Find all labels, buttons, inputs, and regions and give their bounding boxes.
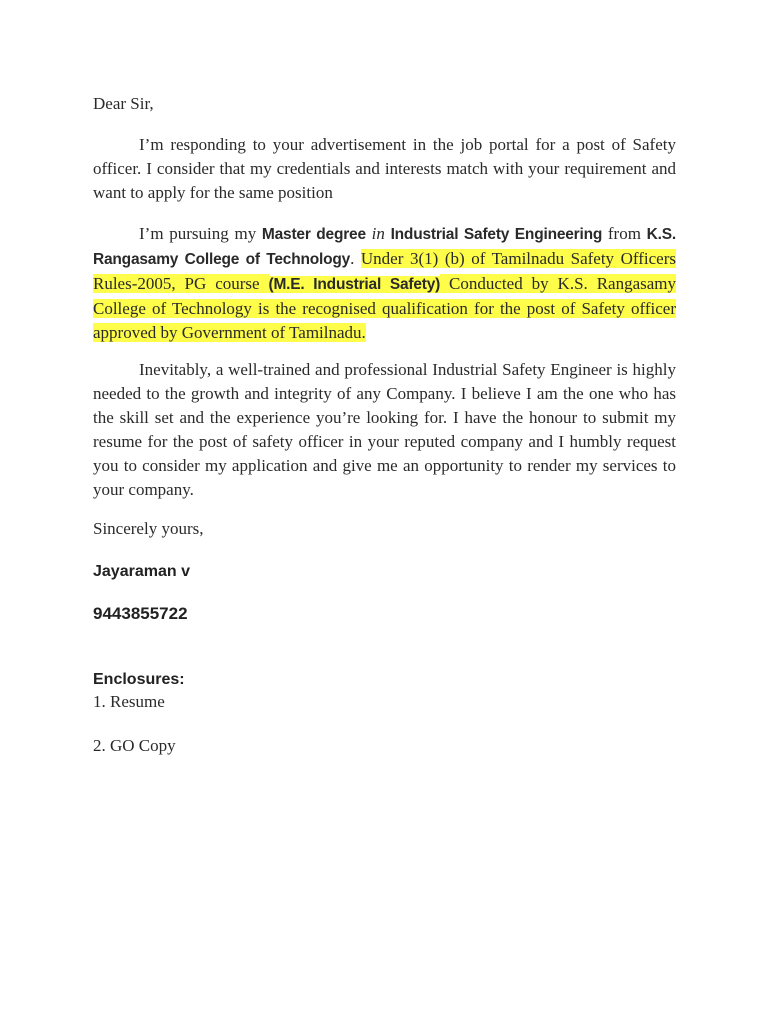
highlighted-rule-text: Under 3(1) (b) of Tamilnadu Safety Officers Rules-2005, PG course: [93, 249, 676, 293]
paragraph-intro: I’m responding to your advertisement in the job portal for a post of Safety officer. I consider that my credentials and interests match with your requirement and want to apply for the same position: [93, 135, 676, 202]
enclosure-item: 2. GO Copy: [93, 736, 176, 755]
qualification-text-2: from: [602, 224, 647, 243]
signature-name: Jayaraman v: [93, 563, 190, 580]
college-name: K.S. Rangasamy College of Technology: [93, 226, 676, 268]
enclosures-title: Enclosures:: [93, 671, 185, 688]
enclosure-item: 1. Resume: [93, 692, 165, 711]
qualification-text-1: I’m pursuing my: [139, 224, 262, 243]
degree-label: Master degree: [261, 226, 366, 243]
paragraph-qualification: [93, 222, 676, 345]
field-label: Industrial Safety Engineering: [390, 226, 603, 243]
closing: Sincerely yours,: [93, 519, 204, 538]
in-word: in: [371, 224, 385, 243]
paragraph-motivation: Inevitably, a well-trained and professional Industrial Safety Engineer is highly needed to the growth and integrity of any Company. I believe I am the one who has the skill set and the experience you’re looking for. I have the honour to submit my resume for the post of safety officer in your reputed company and I humbly request you to consider my application and give me an opportunity to render my services to your company.: [93, 360, 676, 499]
highlighted-approval-text: Conducted by K.S. Rangasamy College of Technology is the recognised qualification for the post of Safety officer approved by Government of Tamilnadu.: [93, 274, 677, 342]
signature-phone: 9443855722: [93, 604, 188, 623]
qualification-text-3: .: [350, 249, 361, 268]
highlighted-course-name: (M.E. Industrial Safety): [268, 276, 441, 293]
salutation: Dear Sir,: [93, 94, 154, 113]
